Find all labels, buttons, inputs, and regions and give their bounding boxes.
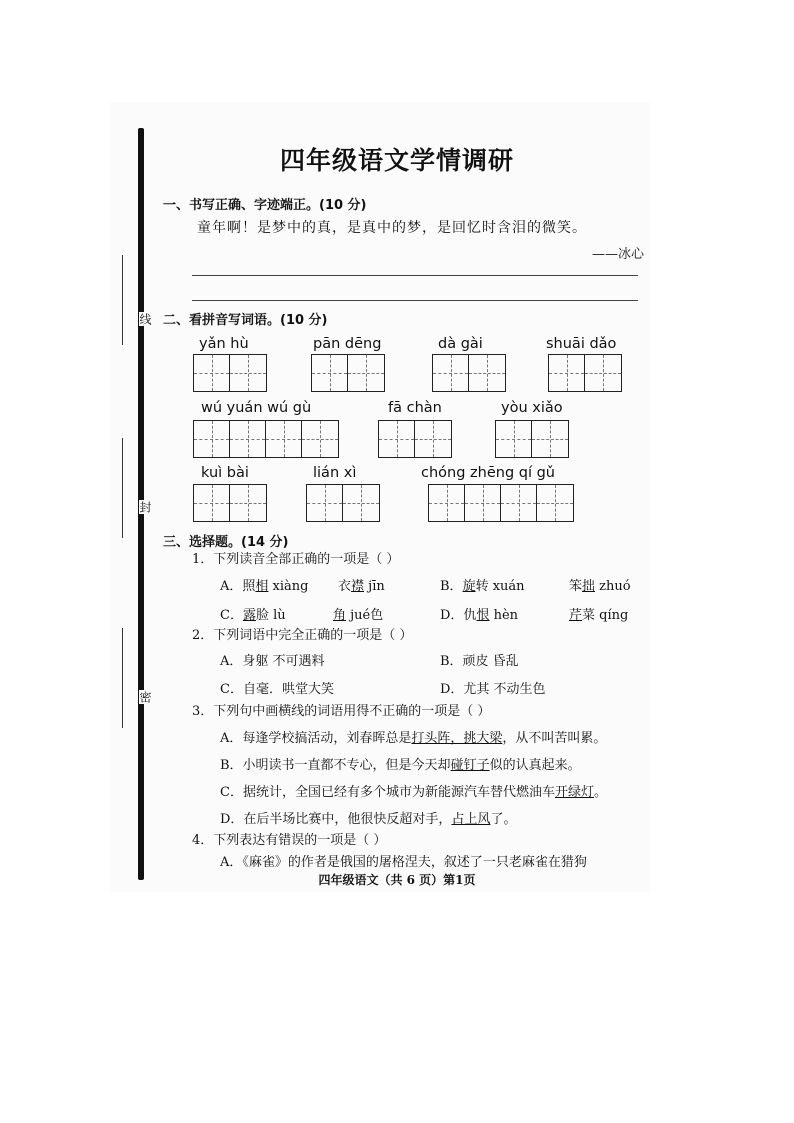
q2-option-b[interactable]: B．顽皮 昏乱 bbox=[440, 654, 519, 669]
writing-line[interactable] bbox=[192, 300, 638, 301]
question-2-stem: 2．下列词语中完全正确的一项是（ ） bbox=[192, 628, 413, 643]
q3-option-c[interactable] bbox=[220, 781, 607, 800]
writing-line[interactable] bbox=[192, 275, 638, 276]
q2-option-d[interactable]: D．尤其 不动生色 bbox=[440, 682, 546, 697]
underlined-phrase: 占上风 bbox=[451, 812, 491, 827]
binding-label-feng: 封 bbox=[138, 501, 152, 513]
underlined-char: 拙 bbox=[582, 579, 596, 594]
option-text: 似的认真起来。 bbox=[489, 758, 581, 773]
option-text: xiàng bbox=[268, 579, 309, 594]
tianzige-grid[interactable] bbox=[193, 484, 267, 522]
tianzige-grid[interactable] bbox=[193, 354, 267, 392]
underlined-phrase: 开绿灯 bbox=[554, 785, 594, 800]
option-text: ，从不叫苦叫累。 bbox=[502, 731, 607, 746]
option-text: 衣 bbox=[338, 579, 352, 594]
q1-option-a[interactable] bbox=[220, 575, 308, 594]
underlined-char: 旋 bbox=[462, 579, 476, 594]
pinyin-label: chóng zhēng qí gǔ bbox=[421, 465, 555, 481]
tianzige-grid[interactable] bbox=[432, 354, 506, 392]
option-text: hèn bbox=[489, 608, 519, 623]
underlined-char: 恨 bbox=[476, 608, 490, 623]
tianzige-grid[interactable] bbox=[306, 484, 380, 522]
quote-author: ——冰心 bbox=[592, 247, 645, 262]
underlined-char: 露 bbox=[242, 608, 256, 623]
section1-heading: 一、书写正确、字迹端正。(10 分) bbox=[163, 198, 367, 213]
q2-option-a[interactable]: A．身躯 不可遇料 bbox=[220, 654, 325, 669]
pinyin-label: dà gài bbox=[438, 336, 483, 352]
underlined-char: 相 bbox=[255, 579, 269, 594]
option-text: A．照 bbox=[220, 579, 256, 594]
student-info-line bbox=[122, 438, 123, 538]
pinyin-label: fā chàn bbox=[388, 400, 442, 416]
option-text: zhuó bbox=[595, 579, 631, 594]
question-3-stem: 3．下列句中画横线的词语用得不正确的一项是（ ） bbox=[192, 704, 491, 719]
option-text: 。 bbox=[593, 785, 607, 800]
q1-option-b-part2 bbox=[569, 575, 631, 594]
tianzige-grid[interactable] bbox=[495, 420, 569, 458]
underlined-char: 角 bbox=[333, 608, 347, 623]
underlined-phrase: 打头阵，挑大梁 bbox=[411, 731, 503, 746]
pinyin-label: lián xì bbox=[313, 465, 357, 481]
q1-option-c-part2 bbox=[333, 604, 383, 623]
option-text: B．小明读书一直都不专心，但是今天却 bbox=[220, 758, 451, 773]
student-info-line bbox=[122, 255, 123, 345]
underlined-char: 襟 bbox=[351, 579, 365, 594]
pinyin-label: wú yuán wú gù bbox=[201, 400, 312, 416]
q1-option-b[interactable] bbox=[440, 575, 525, 594]
tianzige-grid[interactable] bbox=[378, 420, 452, 458]
tianzige-grid[interactable] bbox=[311, 354, 385, 392]
copy-quote: 童年啊！是梦中的真，是真中的梦，是回忆时含泪的微笑。 bbox=[197, 220, 587, 236]
q3-option-d[interactable] bbox=[220, 808, 516, 827]
q1-option-c[interactable] bbox=[220, 604, 286, 623]
option-text: 笨 bbox=[569, 579, 583, 594]
question-4-stem: 4．下列表达有错误的一项是（ ） bbox=[192, 833, 387, 848]
student-info-line bbox=[122, 628, 123, 728]
binding-label-xian: 线 bbox=[138, 313, 152, 325]
page-footer: 四年级语文（共 6 页）第1页 bbox=[318, 873, 476, 887]
option-text: 转 xuán bbox=[475, 579, 525, 594]
option-text: jué色 bbox=[346, 608, 384, 623]
q3-option-b[interactable] bbox=[220, 754, 581, 773]
binding-label-mi: 密 bbox=[138, 691, 152, 703]
question-1-stem: 1．下列读音全部正确的一项是（ ） bbox=[192, 552, 400, 567]
option-text: C．据统计，全国已经有多个城市为新能源汽车替代燃油车 bbox=[220, 785, 555, 800]
pinyin-label: shuāi dǎo bbox=[546, 336, 617, 352]
tianzige-grid[interactable] bbox=[193, 420, 339, 458]
option-text: 脸 lù bbox=[255, 608, 286, 623]
option-text: B． bbox=[440, 579, 463, 594]
option-text: D．在后半场比赛中，他很快反超对手， bbox=[220, 812, 452, 827]
option-text: C． bbox=[220, 608, 243, 623]
q1-option-d-part2 bbox=[569, 604, 628, 623]
option-text: 菜 qíng bbox=[582, 608, 629, 623]
q2-option-c[interactable]: C．自毫．哄堂大笑 bbox=[220, 682, 334, 697]
q3-option-a[interactable] bbox=[220, 727, 606, 746]
tianzige-grid[interactable] bbox=[548, 354, 622, 392]
section2-heading: 二、看拼音写词语。(10 分) bbox=[163, 313, 328, 328]
section3-heading: 三、选择题。(14 分) bbox=[163, 535, 289, 550]
page-title: 四年级语文学情调研 bbox=[279, 146, 514, 175]
tianzige-grid[interactable] bbox=[428, 484, 574, 522]
pinyin-label: yǎn hù bbox=[199, 336, 249, 352]
option-text: jīn bbox=[364, 579, 385, 594]
q1-option-a-part2 bbox=[338, 575, 385, 594]
q1-option-d[interactable] bbox=[440, 604, 518, 623]
underlined-phrase: 碰钉子 bbox=[450, 758, 490, 773]
option-text: D．仇 bbox=[440, 608, 477, 623]
underlined-char: 芹 bbox=[569, 608, 583, 623]
option-text: A．每逢学校搞活动，刘春晖总是 bbox=[220, 731, 412, 746]
q4-option-a[interactable]: A．《麻雀》的作者是俄国的屠格涅夫，叙述了一只老麻雀在猎狗 bbox=[220, 855, 587, 870]
pinyin-label: pān dēng bbox=[313, 336, 382, 352]
option-text: 了。 bbox=[490, 812, 517, 827]
pinyin-label: kuì bài bbox=[201, 465, 249, 481]
pinyin-label: yòu xiǎo bbox=[501, 400, 563, 416]
